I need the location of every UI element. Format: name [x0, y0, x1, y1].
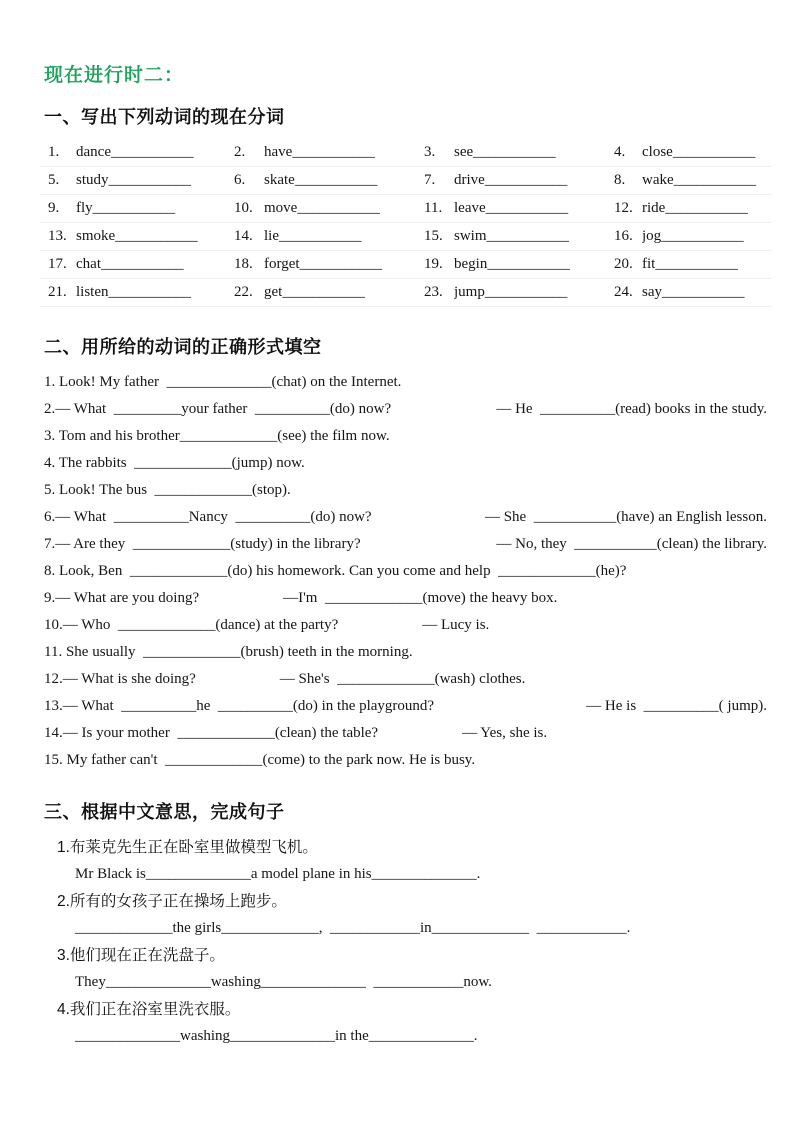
exercise-text-left: 15. My father can't _____________(come) to the park now. He is busy. — [44, 752, 476, 768]
exercise-text-left: 8. Look, Ben _____________(do) his homework. Can you come and help _____________(he)? — [44, 563, 627, 579]
exercise-line — [44, 612, 767, 639]
verb-label: lie — [264, 228, 279, 244]
verb-label: ride — [642, 200, 666, 216]
exercise-text-left: 4. The rabbits _____________(jump) now. — [44, 455, 305, 471]
verb-number: 16. — [606, 223, 642, 251]
verb-label: jump — [454, 284, 485, 300]
chinese-prompt: 3.他们现在正在洗盘子。 — [57, 947, 225, 964]
answer-blank: ___________ — [110, 144, 194, 160]
verb-number: 4. — [606, 139, 642, 167]
answer-blank: ___________ — [672, 144, 756, 160]
verb-cell — [642, 251, 772, 279]
exercise-text-right: — He is __________( jump). — [586, 698, 767, 714]
verb-cell — [454, 279, 606, 307]
verb-label: swim — [454, 228, 487, 244]
verb-number: 3. — [416, 139, 454, 167]
exercise-text-left: 13.— What __________he __________(do) in the playground? — [44, 698, 435, 714]
english-answer-line: ______________washing______________in the______________. — [75, 1028, 478, 1044]
verb-number: 10. — [226, 195, 264, 223]
english-answer-line: _____________the girls_____________, ____________in_____________ ____________. — [75, 920, 631, 936]
verb-label: drive — [454, 172, 485, 188]
verb-label: have — [264, 144, 293, 160]
answer-blank: ___________ — [473, 144, 556, 160]
answer-blank: ___________ — [292, 144, 375, 160]
verb-number: 20. — [606, 251, 642, 279]
answer-blank: ___________ — [282, 284, 365, 300]
answer-blank: ___________ — [297, 200, 380, 216]
answer-blank: ___________ — [279, 228, 362, 244]
verb-cell — [642, 139, 772, 167]
section2-heading: 二、用所给的动词的正确形式填空 — [44, 337, 322, 357]
exercise-line — [44, 747, 767, 774]
answer-blank: ___________ — [665, 200, 748, 216]
verb-label: get — [264, 284, 283, 300]
verb-number: 21. — [40, 279, 76, 307]
answer-blank: ___________ — [486, 228, 570, 244]
exercise-text-left: 12.— What is she doing? — [44, 671, 196, 687]
verb-label: smoke — [76, 228, 116, 244]
exercise-line — [44, 423, 767, 450]
exercise-line — [44, 450, 767, 477]
exercise-text-right: — Lucy is. — [422, 617, 490, 633]
exercise-text-left: 2.— What _________your father __________(do) now? — [44, 401, 392, 417]
verb-number: 6. — [226, 167, 264, 195]
verb-label: fly — [76, 200, 93, 216]
verb-number: 22. — [226, 279, 264, 307]
verb-label: move — [264, 200, 298, 216]
verb-label: leave — [454, 200, 486, 216]
verb-cell — [454, 139, 606, 167]
exercise-text-left: 9.— What are you doing? — [44, 590, 200, 606]
answer-blank: ___________ — [108, 172, 192, 188]
section3-heading: 三、根据中文意思，完成句子 — [44, 802, 285, 822]
verb-cell — [76, 251, 226, 279]
verb-label: fit — [642, 256, 656, 272]
exercise-text-right: — She's _____________(wash) clothes. — [279, 671, 526, 687]
verb-cell — [454, 167, 606, 195]
chinese-prompt: 4.我们正在浴室里洗衣服。 — [57, 1001, 241, 1018]
verb-number: 24. — [606, 279, 642, 307]
exercise-text-left: 6.— What __________Nancy __________(do) now? — [44, 509, 372, 525]
exercise-line — [44, 396, 767, 423]
verb-number: 15. — [416, 223, 454, 251]
answer-blank: ___________ — [100, 256, 184, 272]
verb-number: 19. — [416, 251, 454, 279]
verb-cell — [642, 167, 772, 195]
verb-cell — [454, 251, 606, 279]
verb-label: wake — [642, 172, 674, 188]
verb-number: 7. — [416, 167, 454, 195]
exercise-text-right: — She ___________(have) an English lesson. — [484, 509, 767, 525]
exercise-text-left: 3. Tom and his brother_____________(see) the film now. — [44, 428, 390, 444]
verb-number: 11. — [416, 195, 454, 223]
verb-cell — [264, 167, 416, 195]
translation-exercise-list — [44, 834, 767, 1050]
verb-label: see — [454, 144, 474, 160]
english-answer-line: They______________washing______________ ____________now. — [75, 974, 492, 990]
exercise-line — [44, 639, 767, 666]
answer-blank: ___________ — [661, 228, 744, 244]
translation-item — [44, 942, 767, 996]
verb-number: 18. — [226, 251, 264, 279]
verb-number: 17. — [40, 251, 76, 279]
verb-cell — [76, 167, 226, 195]
exercise-line — [44, 666, 767, 693]
verb-number: 13. — [40, 223, 76, 251]
verb-cell — [642, 279, 772, 307]
fill-in-exercise-list — [44, 369, 767, 774]
exercise-text-left: 1. Look! My father ______________(chat) on the Internet. — [44, 374, 402, 390]
verb-cell — [642, 195, 772, 223]
verb-cell — [264, 223, 416, 251]
exercise-text-right: — He __________(read) books in the study. — [496, 401, 767, 417]
verb-table — [40, 139, 772, 307]
exercise-text-left: 11. She usually _____________(brush) teeth in the morning. — [44, 644, 413, 660]
verb-label: listen — [76, 284, 109, 300]
exercise-line — [44, 585, 767, 612]
exercise-text-right: — Yes, she is. — [462, 725, 548, 741]
exercise-text-left: 5. Look! The bus _____________(stop). — [44, 482, 291, 498]
translation-item — [44, 996, 767, 1050]
verb-cell — [76, 279, 226, 307]
verb-number: 2. — [226, 139, 264, 167]
section1-heading: 一、写出下列动词的现在分词 — [44, 107, 285, 127]
exercise-line — [44, 693, 767, 720]
answer-blank: ___________ — [655, 256, 738, 272]
verb-cell — [76, 195, 226, 223]
verb-number: 8. — [606, 167, 642, 195]
page-title: 现在进行时二： — [44, 65, 185, 86]
verb-label: chat — [76, 256, 101, 272]
answer-blank: ___________ — [299, 256, 383, 272]
verb-label: skate — [264, 172, 295, 188]
verb-label: close — [642, 144, 673, 160]
exercise-text-right: —I'm _____________(move) the heavy box. — [283, 590, 558, 606]
verb-cell — [264, 279, 416, 307]
verb-number: 14. — [226, 223, 264, 251]
verb-cell — [454, 195, 606, 223]
verb-cell — [76, 223, 226, 251]
verb-cell — [76, 139, 226, 167]
answer-blank: ___________ — [484, 284, 568, 300]
answer-blank: ___________ — [115, 228, 198, 244]
english-answer-line: Mr Black is______________a model plane in his______________. — [75, 866, 481, 882]
exercise-line — [44, 477, 767, 504]
verb-number: 12. — [606, 195, 642, 223]
exercise-line — [44, 558, 767, 585]
answer-blank: ___________ — [487, 256, 570, 272]
verb-number: 9. — [40, 195, 76, 223]
exercise-text-right: — No, they ___________(clean) the library. — [496, 536, 767, 552]
exercise-text-left: 10.— Who _____________(dance) at the party? — [44, 617, 339, 633]
verb-cell — [264, 139, 416, 167]
answer-blank: ___________ — [485, 200, 569, 216]
verb-cell — [454, 223, 606, 251]
exercise-text-left: 7.— Are they _____________(study) in the library? — [44, 536, 361, 552]
verb-cell — [642, 223, 772, 251]
verb-number: 23. — [416, 279, 454, 307]
chinese-prompt: 1.布莱克先生正在卧室里做模型飞机。 — [57, 839, 318, 856]
verb-label: say — [642, 284, 662, 300]
verb-label: study — [76, 172, 109, 188]
verb-cell — [264, 195, 416, 223]
answer-blank: ___________ — [294, 172, 378, 188]
answer-blank: ___________ — [484, 172, 568, 188]
verb-label: forget — [264, 256, 300, 272]
answer-blank: ___________ — [673, 172, 757, 188]
chinese-prompt: 2.所有的女孩子正在操场上跑步。 — [57, 893, 287, 910]
exercise-line — [44, 531, 767, 558]
verb-number: 5. — [40, 167, 76, 195]
verb-number: 1. — [40, 139, 76, 167]
verb-label: dance — [76, 144, 111, 160]
answer-blank: ___________ — [92, 200, 176, 216]
exercise-text-left: 14.— Is your mother _____________(clean) the table? — [44, 725, 379, 741]
translation-item — [44, 834, 767, 888]
verb-cell — [264, 251, 416, 279]
exercise-line — [44, 720, 767, 747]
exercise-line — [44, 369, 767, 396]
translation-item — [44, 888, 767, 942]
answer-blank: ___________ — [662, 284, 745, 300]
verb-label: jog — [642, 228, 662, 244]
verb-label: begin — [454, 256, 488, 272]
answer-blank: ___________ — [108, 284, 191, 300]
exercise-line — [44, 504, 767, 531]
